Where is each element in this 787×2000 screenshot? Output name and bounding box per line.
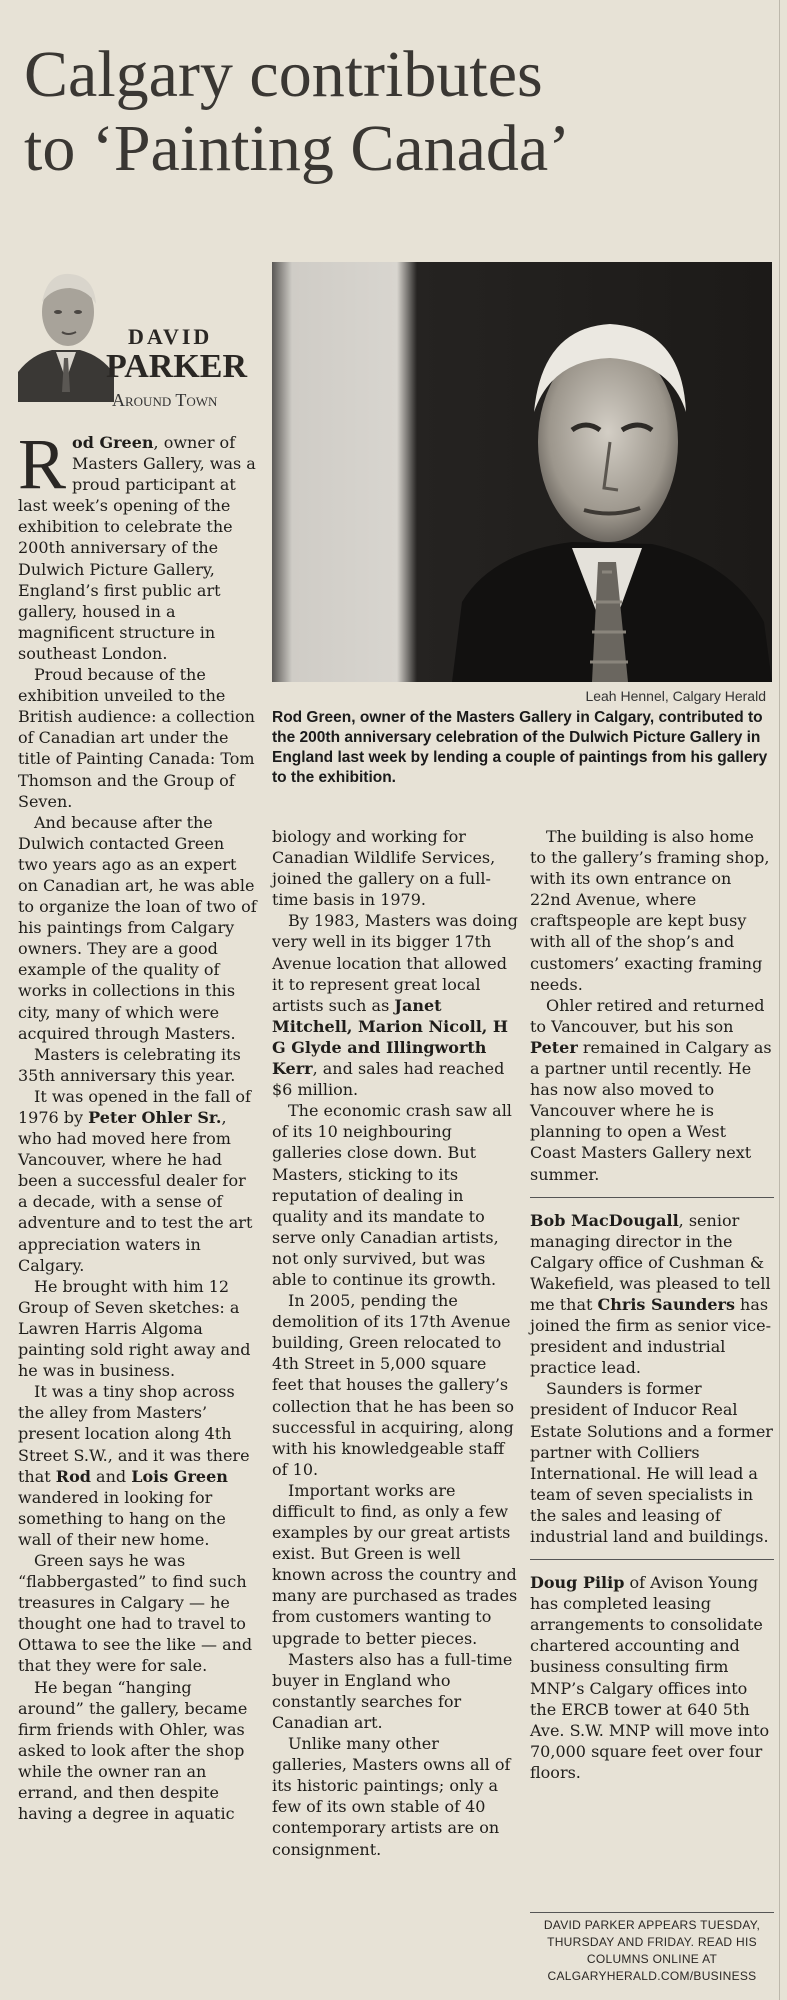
paragraph-text: By 1983, Masters was doing very well in its bigger 17th Avenue location that allowed it to represent great local artists such as bbox=[272, 911, 518, 1015]
article-paragraph: biology and working for Canadian Wildlife Services, joined the gallery on a full-time basis in 1979. bbox=[272, 827, 496, 910]
paragraph-text: of Avison Young has completed leasing arrangements to consolidate chartered accounting and business consulting firm MNP’s Calgary offices into the ERCB tower at 640 5th Ave. S.W. MNP will move into 70,000 square feet over four floors. bbox=[530, 1573, 770, 1782]
drop-cap: R bbox=[18, 424, 67, 504]
person-name: Peter bbox=[530, 1037, 578, 1057]
article-paragraph bbox=[272, 910, 518, 1100]
article-paragraph: He brought with him 12 Group of Seven sketches: a Lawren Harris Algoma painting sold right away and he was in business. bbox=[18, 1276, 251, 1381]
photo-caption-text: Rod Green, owner of the Masters Gallery in Calgary, contributed to the 200th anniversary celebration of the Dulwich Picture Gallery in England last week by lending a couple of paintings from his gallery to the exhibition. bbox=[272, 709, 768, 786]
paragraph-text: remained in Calgary as a partner until recently. He has now also moved to Vancouver where he is planning to open a West Coast Masters Gallery next summer. bbox=[530, 1037, 772, 1184]
article-paragraph: Masters is celebrating its 35th anniversary this year. bbox=[18, 1044, 241, 1085]
person-name: Bob MacDougall bbox=[530, 1210, 679, 1230]
person-name: Chris Saunders bbox=[597, 1294, 735, 1314]
article-paragraph: The economic crash saw all of its 10 neighbouring galleries close down. But Masters, sticking to its reputation of dealing in quality and its mandate to serve only Canadian artists, not only survived, but was able to continue its growth. bbox=[272, 1101, 512, 1289]
article-paragraph bbox=[18, 424, 258, 664]
feature-photo bbox=[272, 262, 772, 682]
article-column-3 bbox=[530, 826, 774, 1783]
article-paragraph: The building is also home to the gallery’s framing shop, with its own entrance on 22nd Avenue, where craftspeople are kept busy with all of the shop’s and customers’ exacting framing needs. bbox=[530, 827, 770, 994]
person-name: Lois Green bbox=[131, 1466, 228, 1486]
person-name: Rod bbox=[55, 1466, 91, 1486]
article-paragraph: Important works are difficult to find, as only a few examples by our great artists exist. But Green is well known across the country and many are purchased as trades from customers wanting to upgrade to better pieces. bbox=[272, 1480, 518, 1648]
byline-last-name: PARKER bbox=[106, 348, 248, 385]
artist-names: Janet Mitchell, Marion Nicoll, H G Glyde and Illingworth Kerr bbox=[272, 995, 509, 1079]
article-paragraph: Saunders is former president of Inducor Real Estate Solutions and a former partner with Colliers International. He will lead a team of seven specialists in the sales and leasing of industrial land and buildings. bbox=[530, 1379, 773, 1546]
paragraph-text: , who had moved here from Vancouver, where he had been a successful dealer for a decade, with a sense of adventure and to test the art appreciation waters in Calgary. bbox=[18, 1108, 253, 1275]
article-paragraph: In 2005, pending the demolition of its 17th Avenue building, Green relocated to 4th Street in 5,000 square feet that houses the gallery’s collection that he has been so successful in acquiring, along with his knowledgeable staff of 10. bbox=[272, 1291, 515, 1479]
column-tagline: DAVID PARKER APPEARS TUESDAY, THURSDAY AND FRIDAY. READ HIS COLUMNS ONLINE AT CALGARYHERALD.COM/BUSINESS bbox=[530, 1912, 774, 1985]
article-paragraph: Masters also has a full-time buyer in England who constantly searches for Canadian art. bbox=[272, 1649, 513, 1732]
person-name: od Green bbox=[72, 433, 154, 452]
article-paragraph: He began “hanging around” the gallery, became firm friends with Ohler, was asked to look after the shop while the owner ran an errand, and then despite having a degree in aquatic bbox=[18, 1677, 248, 1824]
section-divider bbox=[530, 1559, 774, 1560]
article-paragraph bbox=[530, 1572, 774, 1783]
article-paragraph: And because after the Dulwich contacted Green two years ago as an expert on Canadian art, he was able to organize the loan of two of his paintings from Calgary owners. They are a good example of the quality of works in collections in this city, many of which were acquired through Masters. bbox=[18, 812, 257, 1043]
paragraph-text: wandered in looking for something to hang on the wall of their new home. bbox=[18, 1487, 226, 1549]
byline bbox=[18, 262, 248, 412]
paragraph-text: It was opened in the fall of 1976 by bbox=[18, 1086, 251, 1127]
article-paragraph: Unlike many other galleries, Masters owns all of its historic paintings; only a few of its own stable of 40 contemporary artists are on consignment. bbox=[272, 1734, 511, 1859]
person-name: Peter Ohler Sr. bbox=[88, 1108, 222, 1127]
paragraph-text: , and sales had reached $6 million. bbox=[272, 1059, 505, 1100]
paragraph-text: and bbox=[90, 1466, 132, 1486]
rod-green-photo bbox=[272, 262, 772, 682]
paragraph-text: , senior managing director in the Calgary office of Cushman & Wakefield, was pleased to tell me that bbox=[530, 1210, 771, 1314]
headline-line-2: to ‘Painting Canada’ bbox=[24, 112, 571, 185]
article-paragraph: Green says he was “flabbergasted” to find such treasures in Calgary — he thought one had to travel to Ottawa to see the like — and that they were for sale. bbox=[18, 1550, 253, 1676]
author-portrait bbox=[18, 262, 114, 402]
article-paragraph bbox=[530, 1210, 774, 1379]
column-name: Around Town bbox=[112, 390, 218, 410]
headline-line-1: Calgary contributes bbox=[24, 38, 543, 111]
article-paragraph bbox=[18, 1086, 258, 1276]
headline bbox=[24, 38, 764, 186]
person-name: Doug Pilip bbox=[530, 1573, 625, 1593]
section-divider bbox=[530, 1197, 774, 1198]
paragraph-text: , owner of Masters Gallery, was a proud participant at last week’s opening of the exhibition to celebrate the 200th anniversary of the Dulwich Picture Gallery, England’s first public art gallery, housed in a magnificent structure in southeast London. bbox=[18, 433, 256, 663]
paragraph-text: has joined the firm as senior vice-president and industrial practice lead. bbox=[530, 1294, 771, 1378]
paragraph-text: Ohler retired and returned to Vancouver, but his son bbox=[530, 995, 765, 1036]
photo-credit: Leah Hennel, Calgary Herald bbox=[585, 688, 766, 704]
photo-caption bbox=[272, 708, 772, 788]
article-paragraph: Proud because of the exhibition unveiled to the British audience: a collection of Canadian art under the title of Painting Canada: Tom Thomson and the Group of Seven. bbox=[18, 665, 255, 811]
article-column-2 bbox=[272, 826, 518, 1860]
page-edge-rule bbox=[779, 0, 780, 2000]
paragraph-text: It was a tiny shop across the alley from Masters’ present location along 4th Street S.W., and it was there that bbox=[18, 1382, 250, 1486]
article-paragraph bbox=[530, 995, 774, 1185]
article-paragraph bbox=[18, 1381, 258, 1550]
byline-first-name: DAVID bbox=[128, 324, 213, 349]
article-column-1 bbox=[18, 424, 258, 1824]
